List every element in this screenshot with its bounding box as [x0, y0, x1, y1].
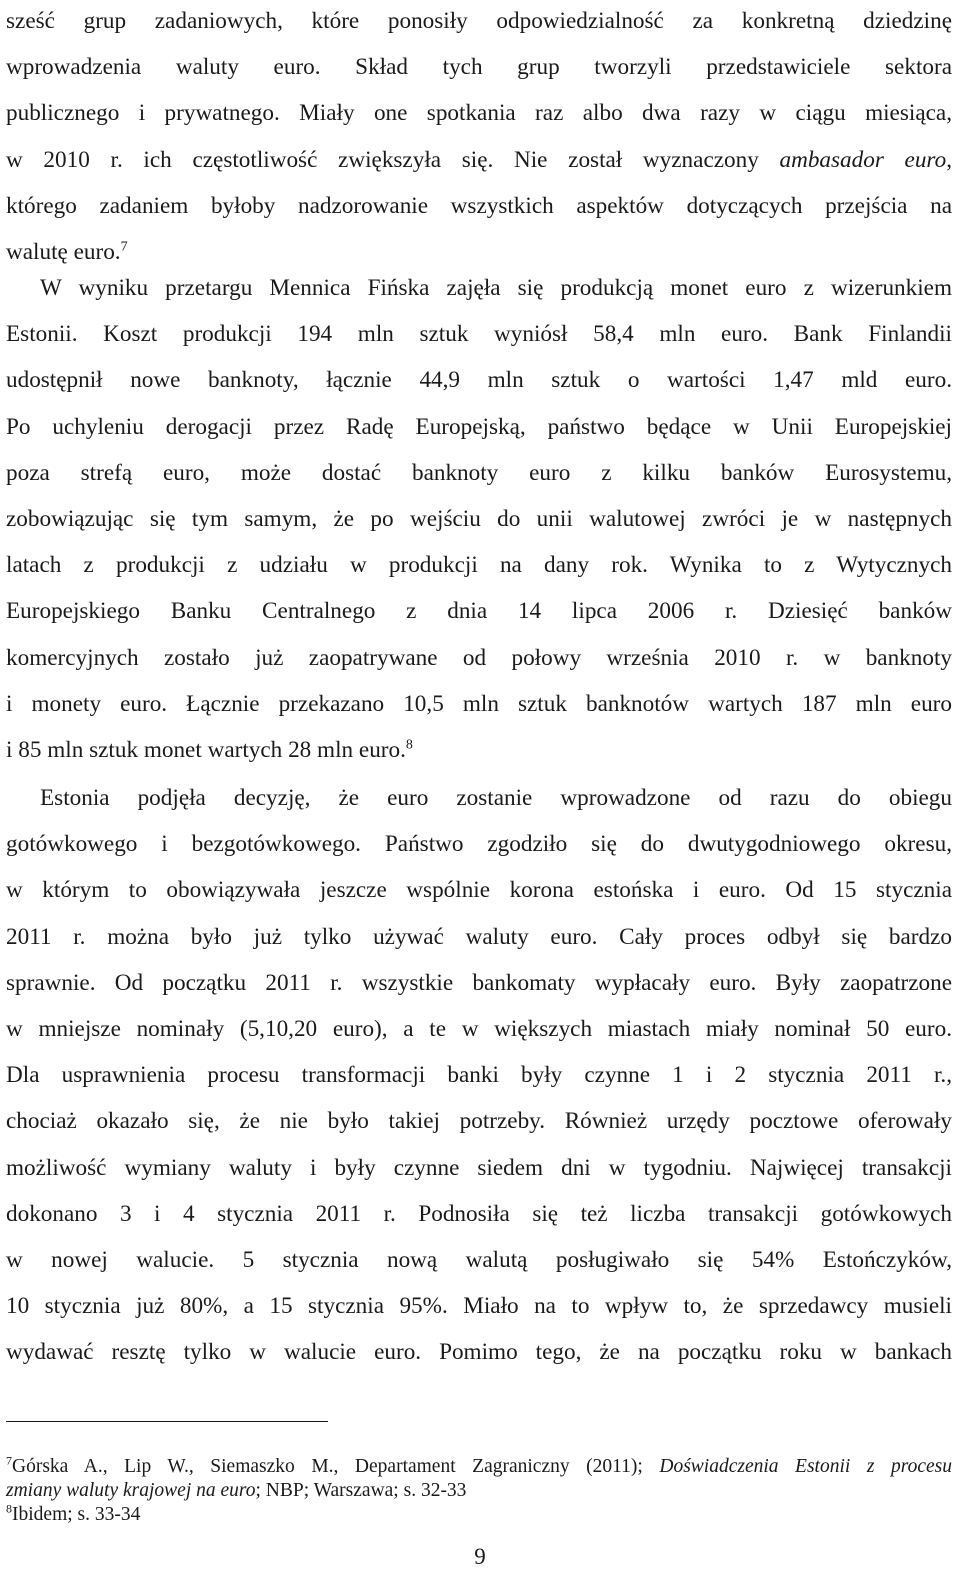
text-segment: , [946, 146, 952, 173]
text-line: sześć grup zadaniowych, które ponosiły odpowiedzialność za konkretną dziedzinę [6, 8, 952, 34]
text-line: sprawnie. Od początku 2011 r. wszystkie bankomaty wypłacały euro. Były zaopatrzone [6, 969, 952, 996]
text-line: udostępnił nowe banknoty, łącznie 44,9 mln sztuk o wartości 1,47 mld euro. [6, 367, 952, 394]
text-line: chociaż okazało się, że nie było takiej potrzeby. Również urzędy pocztowe oferowały [6, 1108, 952, 1135]
footnote-title: Doświadczenia Estonii z procesu [659, 1456, 952, 1477]
text-line: w mniejsze nominały (5,10,20 euro), a te w większych miastach miały nominał 50 euro. [6, 1015, 952, 1042]
text-segment: i 85 mln sztuk monet wartych 28 mln euro. [6, 736, 406, 763]
paragraph-2 [6, 265, 952, 773]
text-line: w nowej walucie. 5 stycznia nową walutą posługiwało się 54% Estończyków, [6, 1246, 952, 1273]
footnote-number: 8 [6, 1501, 12, 1516]
text-line [6, 727, 952, 773]
text-line: 10 stycznia już 80%, a 15 stycznia 95%. Miało na to wpływ to, że sprzedawcy musieli [6, 1293, 952, 1320]
page-number: 9 [474, 1544, 486, 1569]
text-line: gotówkowego i bezgotówkowego. Państwo zgodziło się do dwutygodniowego okresu, [6, 831, 952, 858]
text-line: którego zadaniem byłoby nadzorowanie wszystkich aspektów dotyczących przejścia na [6, 192, 952, 219]
text-line: Estonia podjęła decyzję, że euro zostanie wprowadzone od razu do obiegu [40, 785, 952, 811]
footnote-text: Górska A., Lip W., Siemaszko M., Departament Zagraniczny (2011); [12, 1456, 660, 1477]
footnote-ref-7[interactable]: 7 [120, 239, 128, 255]
text-line: latach z produkcji z udziału w produkcji na dany rok. Wynika to z Wytycznych [6, 552, 952, 579]
footnote-7-continued [6, 1479, 952, 1503]
text-line: poza strefą euro, może dostać banknoty euro z kilku banków Eurosystemu, [6, 459, 952, 486]
footnote-7 [6, 1455, 952, 1479]
text-line: Po uchyleniu derogacji przez Radę Europejską, państwo będące w Unii Europejskiej [6, 413, 952, 440]
text-line: Europejskiego Banku Centralnego z dnia 14 lipca 2006 r. Dziesięć banków [6, 598, 952, 625]
text-line: komercyjnych zostało już zaopatrywane od połowy września 2010 r. w banknoty [6, 644, 952, 671]
text-line: wprowadzenia waluty euro. Skład tych grup tworzyli przedstawiciele sektora [6, 54, 952, 81]
paragraph-1 [6, 0, 952, 275]
text-line: W wyniku przetargu Mennica Fińska zajęła się produkcją monet euro z wizerunkiem [40, 275, 952, 301]
text-line: Estonii. Koszt produkcji 194 mln sztuk wyniósł 58,4 mln euro. Bank Finlandii [6, 321, 952, 348]
paragraph-3 [6, 775, 952, 1375]
footnote-8 [6, 1503, 952, 1527]
text-line: dokonano 3 i 4 stycznia 2011 r. Podnosiła się też liczba transakcji gotówkowych [6, 1200, 952, 1227]
text-line: publicznego i prywatnego. Miały one spotkania raz albo dwa razy w ciągu miesiąca, [6, 100, 952, 127]
footnote-number: 7 [6, 1453, 12, 1468]
text-segment: walutę euro. [6, 238, 121, 265]
text-line: zobowiązując się tym samym, że po wejściu do unii walutowej zwróci je w następnych [6, 505, 952, 532]
italic-term: ambasador euro [779, 146, 947, 173]
footnote-text: ; NBP; Warszawa; s. 32-33 [255, 1480, 467, 1501]
footnote-separator [6, 1421, 328, 1422]
text-line: wydawać resztę tylko w walucie euro. Pomimo tego, że na początku roku w bankach [6, 1339, 952, 1366]
text-line: Dla usprawnienia procesu transformacji banki były czynne 1 i 2 stycznia 2011 r., [6, 1062, 952, 1089]
footnote-title: zmiany waluty krajowej na euro [6, 1480, 256, 1501]
text-line: i monety euro. Łącznie przekazano 10,5 mln sztuk banknotów wartych 187 mln euro [6, 690, 952, 717]
footnote-ref-8[interactable]: 8 [405, 737, 413, 753]
text-line: 2011 r. można było już tylko używać waluty euro. Cały proces odbył się bardzo [6, 923, 952, 950]
text-line: możliwość wymiany waluty i były czynne siedem dni w tygodniu. Najwięcej transakcji [6, 1154, 952, 1181]
text-segment: w 2010 r. ich częstotliwość zwiększyła się. Nie został wyznaczony [6, 146, 780, 173]
text-line [6, 137, 952, 183]
text-line: w którym to obowiązywała jeszcze wspólnie korona estońska i euro. Od 15 stycznia [6, 877, 952, 904]
footnote-text: Ibidem; s. 33-34 [12, 1504, 141, 1525]
